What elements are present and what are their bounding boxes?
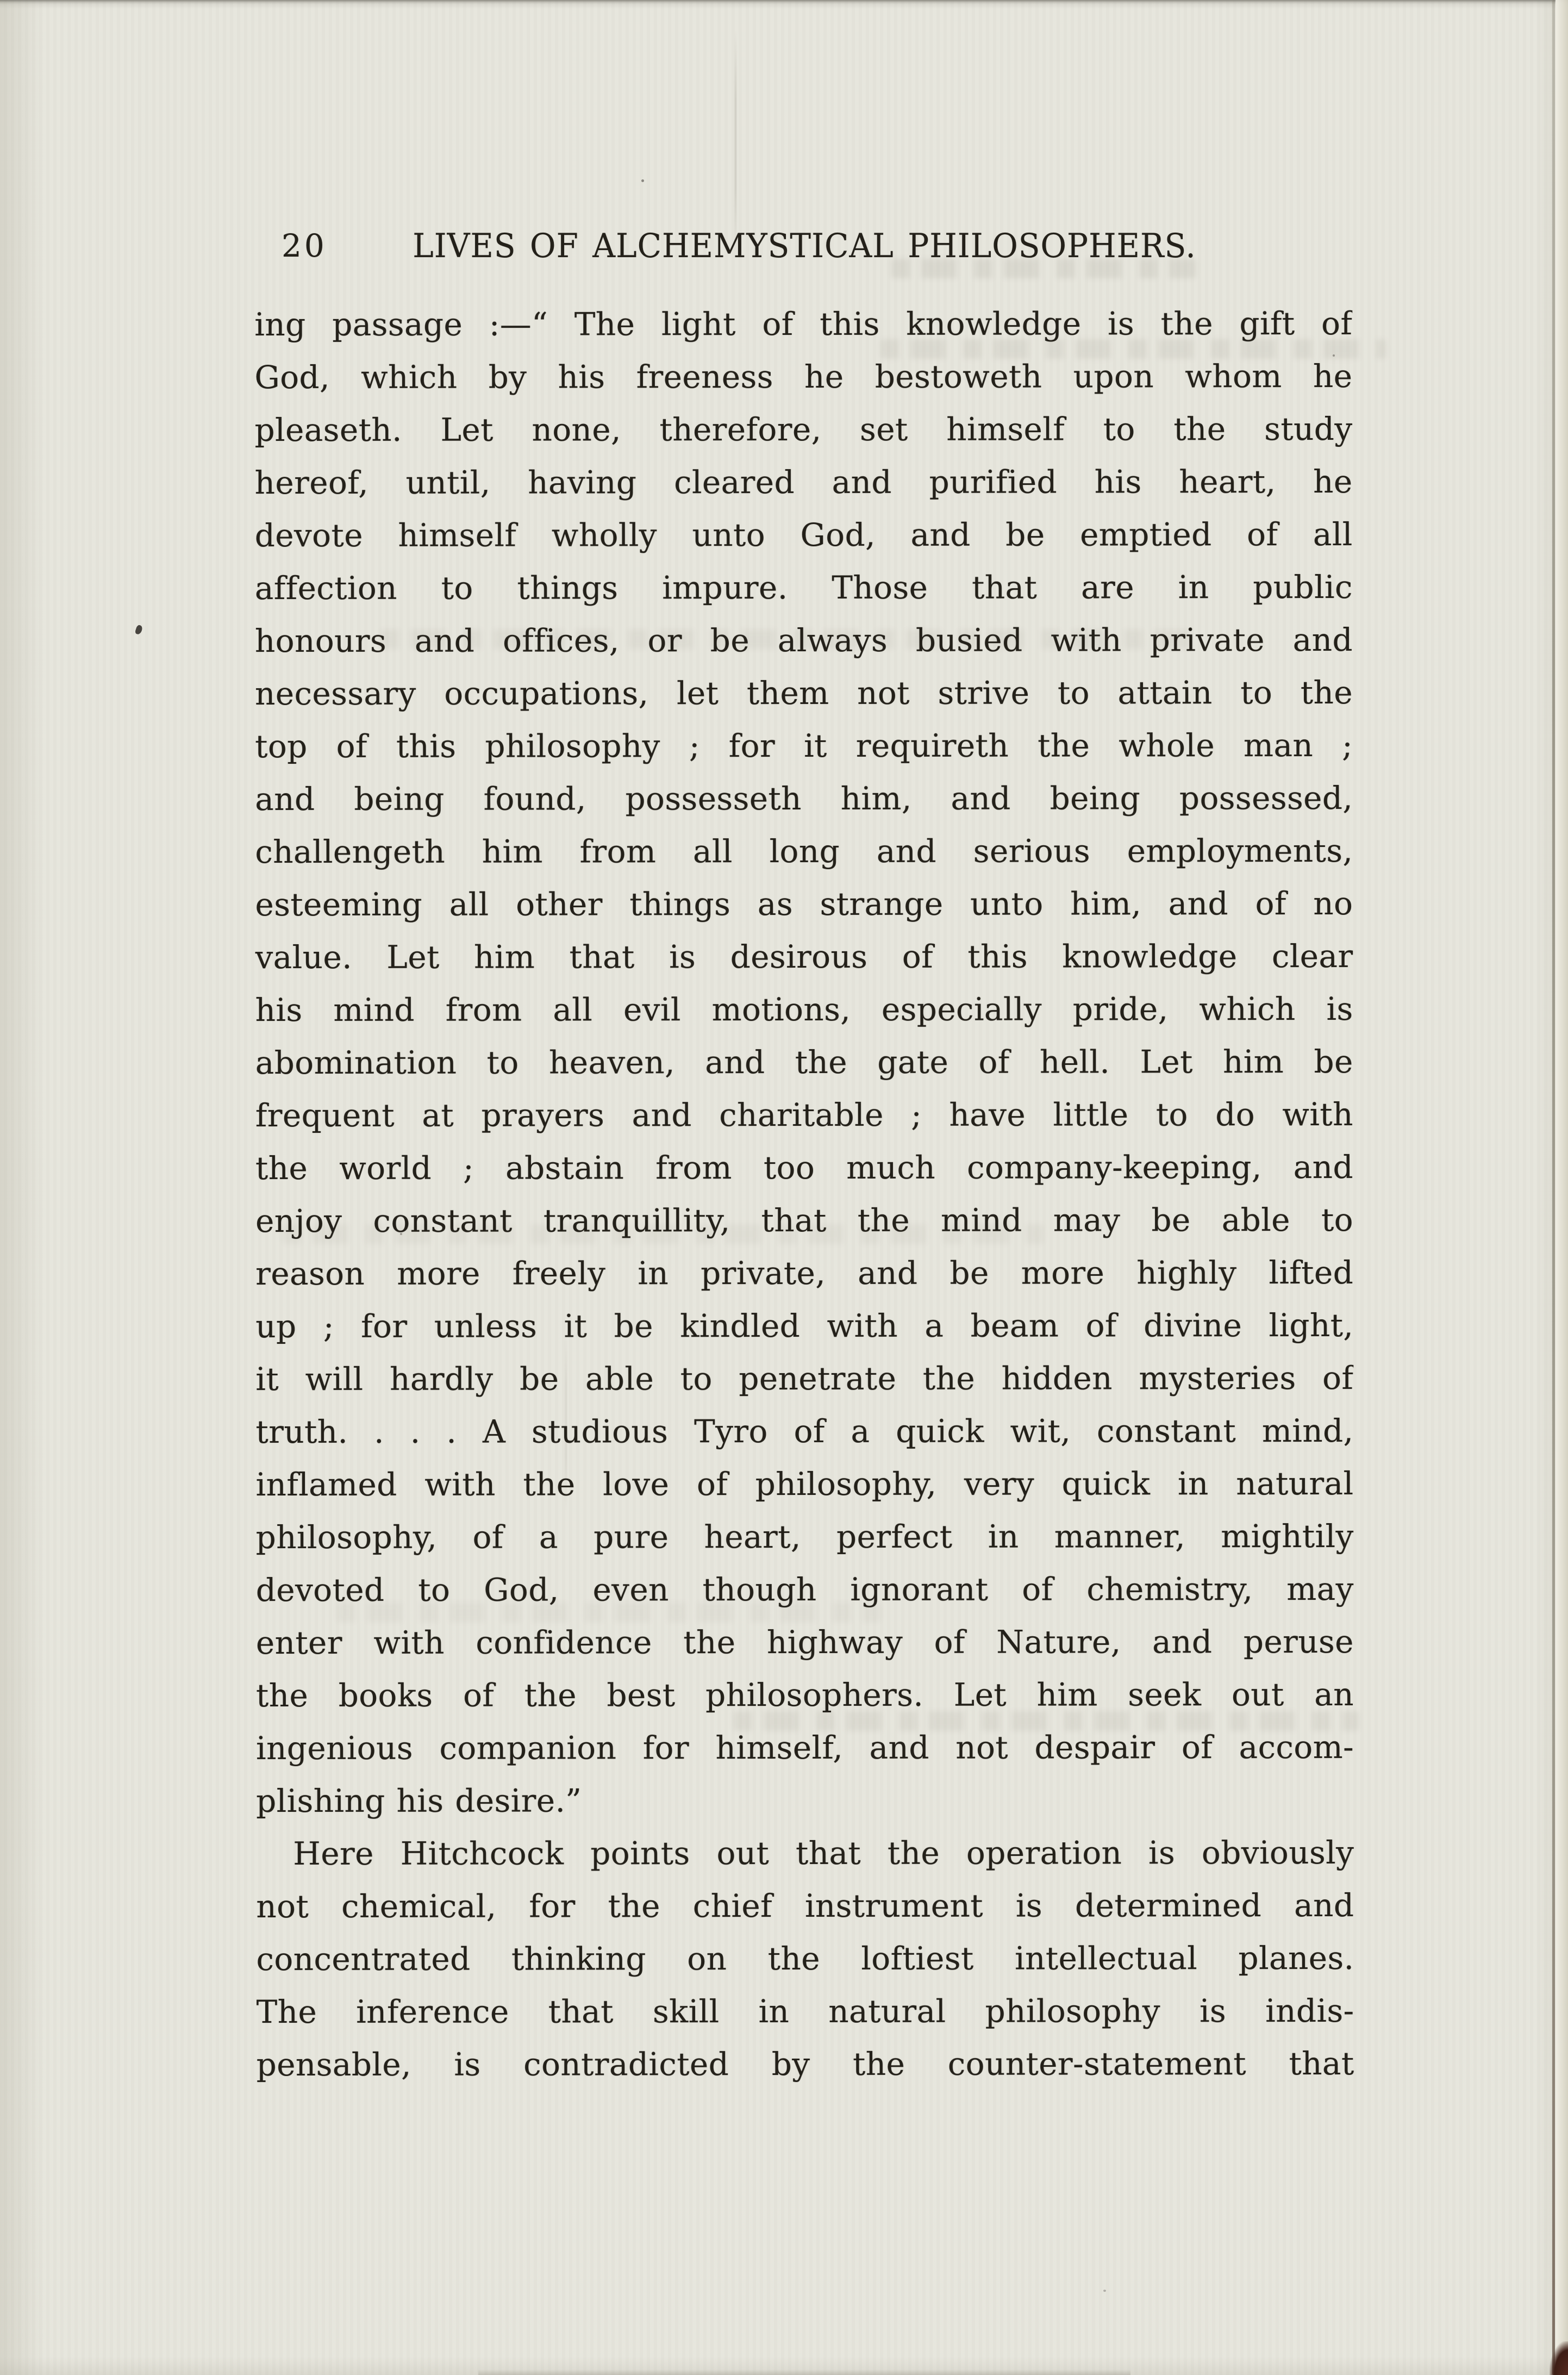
text-line: plishing his desire.”: [256, 1782, 582, 1820]
page-edge-shadow-line: [1552, 0, 1555, 2375]
text-line: value. Let him that is desirous of this knowledge clear: [255, 937, 1353, 976]
text-line: hereof, until, having cleared and purified his heart, he: [254, 463, 1353, 502]
book-cover-corner: [1550, 2341, 1568, 2375]
text-line: devoted to God, even though ignorant of chemistry, may: [255, 1570, 1354, 1609]
ink-speck: [135, 625, 143, 635]
text-line: the world ; abstain from too much company-keeping, and: [255, 1148, 1353, 1187]
text-line: necessary occupations, let them not strive to attain to the: [254, 674, 1353, 713]
text-line: and being found, possesseth him, and being possessed,: [255, 779, 1353, 818]
text-line: esteeming all other things as strange unto him, and of no: [255, 884, 1353, 924]
body-text-block: [254, 297, 1354, 2091]
text-line: inflamed with the love of philosophy, very quick in natural: [255, 1464, 1354, 1504]
text-line: enter with confidence the highway of Nature, and peruse: [255, 1623, 1354, 1662]
text-line: the books of the best philosophers. Let him seek out an: [255, 1675, 1354, 1715]
paragraph: [254, 297, 1354, 1828]
text-line: reason more freely in private, and be more highly lifted: [255, 1254, 1354, 1293]
scan-bottom-shadow: [478, 2370, 1130, 2375]
text-line: frequent at prayers and charitable ; have little to do with: [255, 1095, 1353, 1134]
text-line: his mind from all evil motions, especially pride, which is: [255, 990, 1353, 1029]
text-line: challengeth him from all long and serious employments,: [255, 832, 1353, 871]
text-line: God, which by his freeness he bestoweth upon whom he: [254, 357, 1353, 396]
text-line: The inference that skill in natural philosophy is indis-: [256, 1992, 1354, 2031]
text-line: pensable, is contradicted by the counter-statement that: [256, 2044, 1354, 2084]
text-line: affection to things impure. Those that are in public: [254, 568, 1353, 607]
running-head-title: LIVES OF ALCHEMYSTICAL PHILOSOPHERS.: [413, 226, 1196, 265]
paragraph: [256, 1827, 1354, 2091]
text-line: honours and offices, or be always busied with private and: [254, 621, 1353, 660]
text-line: enjoy constant tranquillity, that the mind may be able to: [255, 1201, 1354, 1240]
page-number: 20: [282, 227, 327, 264]
text-line: pleaseth. Let none, therefore, set himself to the study: [254, 410, 1353, 449]
text-line: truth. . . . A studious Tyro of a quick wit, constant mind,: [255, 1412, 1354, 1451]
text-line: philosophy, of a pure heart, perfect in manner, mightily: [255, 1517, 1354, 1556]
running-head: [255, 226, 1353, 267]
text-line: ing passage :—“ The light of this knowledge is the gift of: [254, 304, 1353, 344]
text-line: abomination to heaven, and the gate of hell. Let him be: [255, 1043, 1353, 1082]
text-line: devote himself wholly unto God, and be emptied of all: [254, 515, 1353, 554]
text-line: not chemical, for the chief instrument is determined and: [256, 1886, 1354, 1925]
text-line: it will hardly be able to penetrate the hidden mysteries of: [255, 1359, 1354, 1398]
text-line: concentrated thinking on the loftiest intellectual planes.: [256, 1939, 1354, 1978]
text-line: ingenious companion for himself, and not despair of accom-: [256, 1728, 1354, 1767]
text-line: top of this philosophy ; for it requireth the whole man ;: [255, 726, 1353, 765]
text-line: up ; for unless it be kindled with a beam of divine light,: [255, 1306, 1354, 1345]
paper-fiber-streak: [735, 30, 736, 258]
ink-speck: [1103, 2290, 1106, 2292]
ink-speck: [641, 179, 644, 182]
page-edge-paper: [1555, 0, 1568, 2375]
scan-top-edge-line: [0, 0, 1568, 4]
text-line: Here Hitchcock points out that the operation is obviously: [293, 1834, 1354, 1872]
